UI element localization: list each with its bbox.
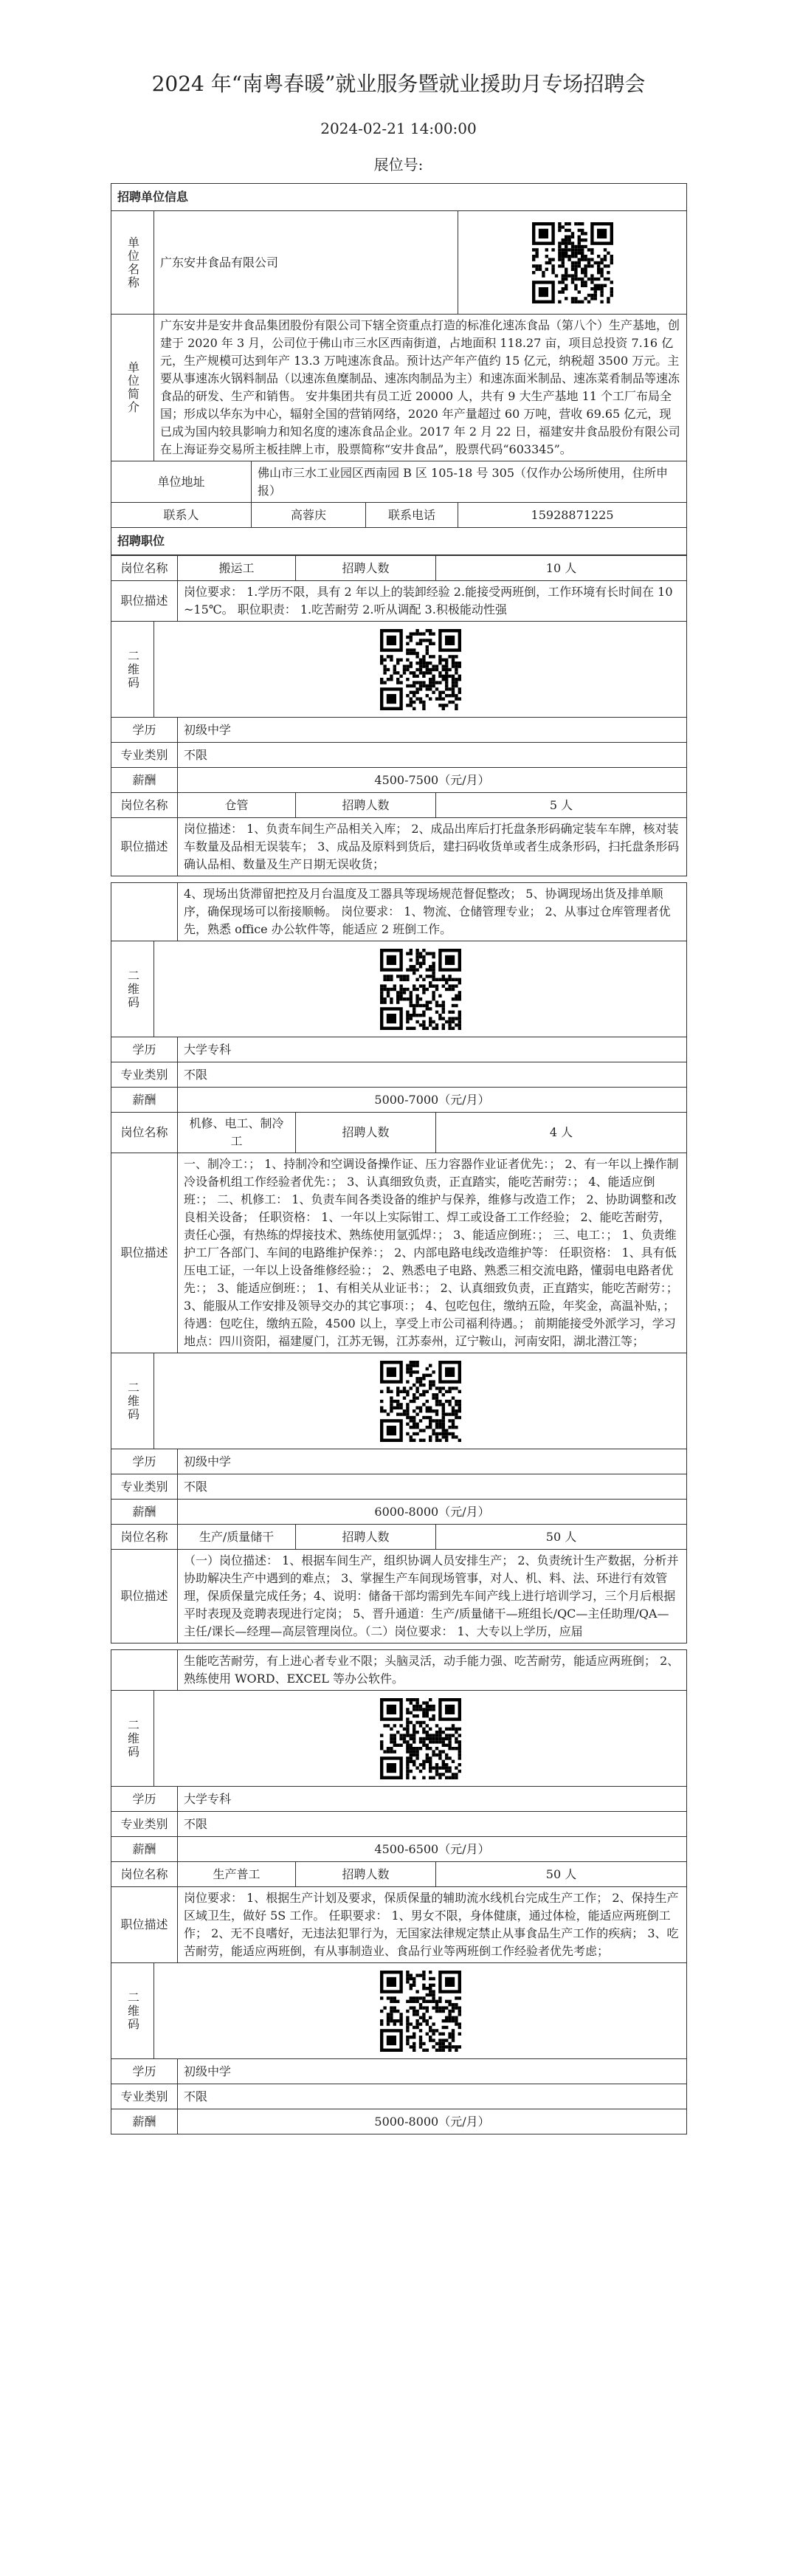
- edu-label: 学历: [111, 1787, 178, 1812]
- qr-label: 二维码: [111, 1353, 154, 1449]
- job-qr-row: [111, 1691, 687, 1787]
- job-edu-row: [111, 1037, 687, 1062]
- job-description: 一、制冷工：； 1、持制冷和空调设备操作证、压力容器作业证者优先：； 2、有一年以上操作制冷设备机组工作经验者优先：； 3、认真细致负责，正直踏实，能吃苦耐劳：； 4、能适应倒班：； 二、机修工： 1、负责车间各类设备的维护与保养，维修与改造工作； 2、协助调整和改良相关设备； 任职资格： 1、一年以上实际钳工、焊工或设备工工作经验； 2、能吃苦耐劳，责任心强，有热练的焊接技术、熟练使用氩弧焊：； 3、能适应倒班：； 三、电工：； 1、负责维护工厂各部门、车间的电路维护保养：； 2、内部电路电线改造维护等： 任职资格： 1、具有低压电工证，一年以上设备维修经验：； 2、熟悉电子电路、熟悉三相交流电路，懂弱电电路者优先：； 3、能适应倒班：； 1、有相关从业证书：； 2、认真细致负责，正直踏实，能吃苦耐劳：； 3、能服从工作安排及领导交办的其它事项：； 4、包吃包住，缴纳五险，年奖金，高温补贴，； 待遇：包吃住，缴纳五险，4500 以上，享受上市公司福利待遇。； 前期能接受外派学习，学习地点：四川资阳，福建厦门，江苏无锡，江苏泰州，辽宁鞍山，河南安阳，湖北潜江等；: [178, 1153, 687, 1353]
- edu-value: 初级中学: [178, 2059, 687, 2084]
- qr-label: 二维码: [111, 622, 154, 718]
- job-description-continued: 4、现场出货滞留把控及月台温度及工器具等现场规范督促整改； 5、协调现场出货及排单顺序，确保现场可以衔接顺畅。 岗位要求： 1、物流、仓储管理专业； 2、从事过仓库管理者优先，熟悉 office 办公软件等，能适应 2 班倒工作。: [178, 883, 687, 941]
- job-header-row: [111, 1113, 687, 1153]
- headcount-label: 招聘人数: [296, 1862, 436, 1887]
- desc-label: 职位描述: [111, 818, 178, 876]
- job-qr-code: [380, 1698, 461, 1779]
- job-qr-cell: [154, 1691, 687, 1787]
- major-label: 专业类别: [111, 1062, 178, 1088]
- major-label: 专业类别: [111, 743, 178, 768]
- position-name: 仓管: [178, 793, 296, 818]
- headcount-value: 50 人: [436, 1862, 687, 1887]
- edu-label: 学历: [111, 718, 178, 743]
- salary-value: 4500-6500（元/月）: [178, 1837, 687, 1862]
- company-info-table: [111, 183, 687, 555]
- qr-label: 二维码: [111, 1963, 154, 2059]
- job-qr-row: [111, 941, 687, 1037]
- job-desc-row: [111, 818, 687, 876]
- position-label: 岗位名称: [111, 1113, 178, 1153]
- job-qr-row: [111, 1963, 687, 2059]
- job-desc-row: [111, 1153, 687, 1353]
- job-desc-continued-row: [111, 883, 687, 941]
- job-salary-row: [111, 1837, 687, 1862]
- job-desc-row: [111, 1887, 687, 1963]
- job-qr-cell: [154, 1353, 687, 1449]
- job-major-row: [111, 1812, 687, 1837]
- jobs-table: [111, 555, 687, 2134]
- major-value: 不限: [178, 2084, 687, 2109]
- headcount-label: 招聘人数: [296, 556, 436, 581]
- job-major-row: [111, 743, 687, 768]
- job-salary-row: [111, 768, 687, 793]
- job-qr-code: [380, 629, 461, 710]
- edu-value: 初级中学: [178, 718, 687, 743]
- jobs-section-title: 招聘职位: [111, 528, 687, 555]
- position-name: 搬运工: [178, 556, 296, 581]
- contact-phone: 15928871225: [458, 503, 687, 528]
- company-name-label: 单位名称: [111, 211, 154, 315]
- contact-phone-label: 联系电话: [366, 503, 458, 528]
- job-major-row: [111, 2084, 687, 2109]
- major-label: 专业类别: [111, 1474, 178, 1500]
- job-edu-row: [111, 718, 687, 743]
- job-header-row: [111, 793, 687, 818]
- headcount-label: 招聘人数: [296, 793, 436, 818]
- company-intro-label: 单位简介: [111, 315, 154, 461]
- company-address: 佛山市三水工业园区西南园 B 区 105-18 号 305（仅作办公场所使用，住所申报）: [252, 461, 687, 503]
- job-description: 岗位描述： 1、负责车间生产品相关入库； 2、成品出库后打托盘条形码确定装车车牌，核对装车数量及品相无误装车； 3、成品及原料到货后，建扫码收货单或者生成条形码，扫托盘条形码确认品相、数量及生产日期无误收货；: [178, 818, 687, 876]
- major-value: 不限: [178, 1062, 687, 1088]
- salary-label: 薪酬: [111, 768, 178, 793]
- job-qr-cell: [154, 622, 687, 718]
- position-label: 岗位名称: [111, 556, 178, 581]
- salary-value: 5000-7000（元/月）: [178, 1088, 687, 1113]
- job-edu-row: [111, 1787, 687, 1812]
- major-value: 不限: [178, 1474, 687, 1500]
- page-title: 2024 年“南粤春暖”就业服务暨就业援助月专场招聘会: [151, 72, 646, 96]
- desc-label: 职位描述: [111, 581, 178, 622]
- job-edu-row: [111, 1449, 687, 1474]
- job-desc-continued-row: [111, 1650, 687, 1691]
- event-datetime: 2024-02-21 14:00:00: [320, 120, 477, 137]
- contact-person: 高蓉庆: [252, 503, 366, 528]
- salary-label: 薪酬: [111, 1088, 178, 1113]
- edu-value: 大学专科: [178, 1037, 687, 1062]
- job-salary-row: [111, 1088, 687, 1113]
- company-section-title: 招聘单位信息: [111, 184, 687, 211]
- headcount-label: 招聘人数: [296, 1113, 436, 1153]
- job-qr-code: [380, 1361, 461, 1442]
- qr-label: 二维码: [111, 941, 154, 1037]
- edu-label: 学历: [111, 2059, 178, 2084]
- qr-label: 二维码: [111, 1691, 154, 1787]
- desc-label: 职位描述: [111, 1550, 178, 1644]
- salary-value: 4500-7500（元/月）: [178, 768, 687, 793]
- job-qr-cell: [154, 1963, 687, 2059]
- company-address-label: 单位地址: [111, 461, 252, 503]
- company-qr-cell: [458, 211, 687, 315]
- position-name: 机修、电工、制冷工: [178, 1113, 296, 1153]
- company-qr-code: [532, 222, 613, 303]
- job-edu-row: [111, 2059, 687, 2084]
- job-qr-code: [380, 949, 461, 1030]
- company-intro: 广东安井是安井食品集团股份有限公司下辖全资重点打造的标准化速冻食品（第八个）生产基地，创建于 2020 年 3 月，公司位于佛山市三水区西南街道，占地面积 118.27 亩，项目总投资 7.16 亿元，生产规模可达到年产 13.3 万吨速冻食品。预计达产年产值约 15 亿元，纳税超 3500 万元。主要从事速冻火锅料制品（以速冻鱼糜制品、速冻肉制品为主）和速冻面米制品、速冻菜肴制品等速冻食品的研发、生产和销售。 安井集团共有员工近 20000 人，共有 9 大生产基地 11 个工厂布局全国；形成以华东为中心，辐射全国的营销网络，2020 年产量超过 60 万吨，营收 69.65 亿元，现已成为国内较具影响力和知名度的速冻食品企业。2017 年 2 月 22 日，福建安井食品股份有限公司在上海证券交易所主板挂牌上市，股票简称“安井食品”，股票代码“603345”。: [154, 315, 687, 461]
- headcount-value: 5 人: [436, 793, 687, 818]
- job-header-row: [111, 1525, 687, 1550]
- job-qr-cell: [154, 941, 687, 1037]
- headcount-value: 4 人: [436, 1113, 687, 1153]
- position-label: 岗位名称: [111, 1862, 178, 1887]
- position-name: 生产/质量储干: [178, 1525, 296, 1550]
- position-label: 岗位名称: [111, 1525, 178, 1550]
- job-desc-row: [111, 581, 687, 622]
- headcount-value: 50 人: [436, 1525, 687, 1550]
- edu-label: 学历: [111, 1449, 178, 1474]
- job-major-row: [111, 1062, 687, 1088]
- salary-value: 5000-8000（元/月）: [178, 2109, 687, 2134]
- major-label: 专业类别: [111, 2084, 178, 2109]
- salary-label: 薪酬: [111, 1500, 178, 1525]
- salary-label: 薪酬: [111, 1837, 178, 1862]
- job-qr-code: [380, 1971, 461, 2052]
- salary-value: 6000-8000（元/月）: [178, 1500, 687, 1525]
- major-label: 专业类别: [111, 1812, 178, 1837]
- headcount-label: 招聘人数: [296, 1525, 436, 1550]
- job-qr-row: [111, 1353, 687, 1449]
- edu-value: 初级中学: [178, 1449, 687, 1474]
- job-desc-row: [111, 1550, 687, 1644]
- desc-label: 职位描述: [111, 1887, 178, 1963]
- major-value: 不限: [178, 743, 687, 768]
- job-description-continued: 生能吃苦耐劳，有上进心者专业不限；头脑灵活，动手能力强、吃苦耐劳，能适应两班倒； 2、熟练使用 WORD、EXCEL 等办公软件。: [178, 1650, 687, 1691]
- edu-label: 学历: [111, 1037, 178, 1062]
- job-header-row: [111, 1862, 687, 1887]
- job-major-row: [111, 1474, 687, 1500]
- major-value: 不限: [178, 1812, 687, 1837]
- company-name: 广东安井食品有限公司: [154, 211, 458, 315]
- headcount-value: 10 人: [436, 556, 687, 581]
- salary-label: 薪酬: [111, 2109, 178, 2134]
- job-qr-row: [111, 622, 687, 718]
- edu-value: 大学专科: [178, 1787, 687, 1812]
- booth-number-label: 展位号:: [373, 156, 424, 174]
- job-description: 岗位要求： 1、根据生产计划及要求，保质保量的辅助流水线机台完成生产工作； 2、保持生产区域卫生，做好 5S 工作。 任职要求： 1、男女不限，身体健康，通过体检，能适应两班倒工作； 2、无不良嗜好，无违法犯罪行为，无国家法律规定禁止从事食品生产工作的疾病； 3、吃苦耐劳，能适应两班倒，有从事制造业、食品行业等两班倒工作经验者优先考虑；: [178, 1887, 687, 1963]
- job-salary-row: [111, 2109, 687, 2134]
- job-description: 岗位要求： 1.学历不限，具有 2 年以上的装卸经验 2.能接受两班倒，工作环境有长时间在 10~15℃。 职位职责： 1.吃苦耐劳 2.听从调配 3.积极能动性强: [178, 581, 687, 622]
- desc-label: 职位描述: [111, 1153, 178, 1353]
- position-label: 岗位名称: [111, 793, 178, 818]
- contact-person-label: 联系人: [111, 503, 252, 528]
- job-header-row: [111, 556, 687, 581]
- position-name: 生产普工: [178, 1862, 296, 1887]
- job-salary-row: [111, 1500, 687, 1525]
- job-description: （一）岗位描述： 1、根据车间生产，组织协调人员安排生产； 2、负责统计生产数据，分析并协助解决生产中遇到的难点； 3、掌握生产车间现场管事，对人、机、料、法、环进行有效管理，保质保量完成任务；4、说明：储备干部均需到先车间产线上进行培训学习，三个月后根据平时表现及竞聘表现进行定岗； 5、晋升通道：生产/质量储干—班组长/QC—主任助理/QA—主任/课长—经理—高层管理岗位。（二）岗位要求： 1、大专以上学历，应届: [178, 1550, 687, 1644]
